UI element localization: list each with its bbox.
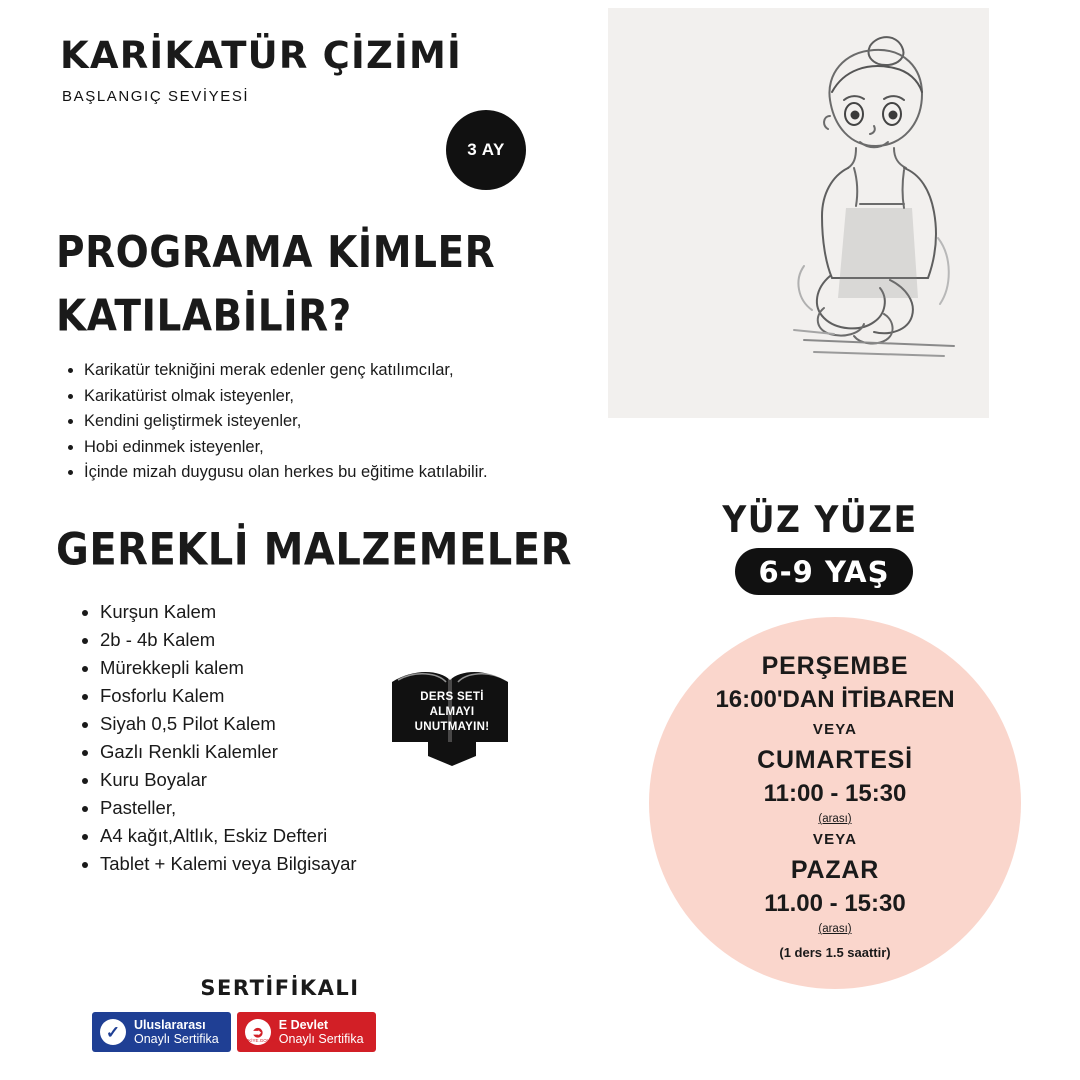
schedule-time-2: 11:00 - 15:30	[763, 780, 907, 807]
badge-line-1: Uluslararası	[134, 1018, 206, 1032]
schedule-note-2: (arası)	[818, 813, 852, 825]
page-title: KARİKATÜR ÇİZİMİ	[60, 34, 462, 77]
stamp-line-3: UNUTMAYIN!	[414, 721, 490, 733]
turkiye-gov-icon: ➲ TÜRKİYE.GOV.TR	[245, 1019, 271, 1045]
list-item: • Gazlı Renkli Kalemler	[100, 738, 406, 766]
list-item: • Pasteller,	[100, 794, 406, 822]
list-item: • Hobi edinmek isteyenler,	[84, 435, 532, 461]
schedule-details	[649, 617, 1021, 989]
course-subtitle: BAŞLANGIÇ SEVİYESİ	[62, 88, 250, 105]
list-item: • Kuru Boyalar	[100, 766, 406, 794]
schedule-day-1: PERŞEMBE	[761, 652, 909, 680]
open-book-icon	[388, 664, 516, 772]
age-range-badge: 6-9 YAŞ	[735, 548, 913, 595]
schedule-time-3: 11.00 - 15:30	[764, 890, 906, 917]
stamp-line-2: ALMAYI	[429, 706, 475, 718]
list-item: • Kendini geliştirmek isteyenler,	[84, 409, 532, 435]
stamp-line-1: DERS SETİ	[420, 691, 484, 703]
badge-line-2: Onaylı Sertifika	[134, 1032, 219, 1046]
schedule-lesson-length-note: (1 ders 1.5 saattir)	[779, 945, 891, 960]
who-can-join-heading: PROGRAMA KİMLER KATILABİLİR?	[56, 227, 496, 342]
badge-line-1: E Devlet	[278, 1018, 329, 1032]
list-item: • Siyah 0,5 Pilot Kalem	[100, 710, 406, 738]
format-title: YÜZ YÜZE	[722, 498, 918, 541]
list-item: • A4 kağıt,Altlık, Eskiz Defteri	[100, 822, 406, 850]
certificate-badges	[92, 1012, 376, 1052]
schedule-day-2: CUMARTESİ	[757, 746, 913, 774]
duration-badge: 3 AY	[446, 110, 526, 190]
certificate-badge-edevlet	[237, 1012, 376, 1052]
list-item: • İçinde mizah duygusu olan herkes bu eğitime katılabilir.	[84, 460, 532, 486]
list-item: • Karikatür tekniğini merak edenler genç katılımcılar,	[84, 358, 532, 384]
badge-line-2: Onaylı Sertifika	[278, 1032, 364, 1046]
stamp-text	[388, 690, 516, 735]
list-item: • Fosforlu Kalem	[100, 682, 406, 710]
materials-heading: GEREKLİ MALZEMELER	[56, 524, 572, 576]
badge-micro-label: TÜRKİYE.GOV.TR	[238, 1038, 277, 1043]
list-item: • Kurşun Kalem	[100, 598, 406, 626]
list-item: • Tablet + Kalemi veya Bilgisayar	[100, 850, 406, 878]
schedule-separator-2: VEYA	[812, 831, 858, 848]
list-item: • Karikatürist olmak isteyenler,	[84, 384, 532, 410]
schedule-time-1: 16:00'DAN İTİBAREN	[715, 686, 955, 713]
certificate-section-title: SERTİFİKALI	[200, 976, 360, 1000]
illustration-image	[608, 8, 989, 418]
list-item: • 2b - 4b Kalem	[100, 626, 406, 654]
list-item: • Mürekkepli kalem	[100, 654, 406, 682]
schedule-note-3: (arası)	[818, 923, 852, 935]
who-can-join-list	[62, 358, 532, 486]
schedule-separator-1: VEYA	[812, 721, 858, 738]
check-icon: ✓	[100, 1019, 126, 1045]
certificate-badge-international	[92, 1012, 231, 1052]
schedule-day-3: PAZAR	[790, 856, 880, 884]
materials-list	[76, 598, 406, 878]
